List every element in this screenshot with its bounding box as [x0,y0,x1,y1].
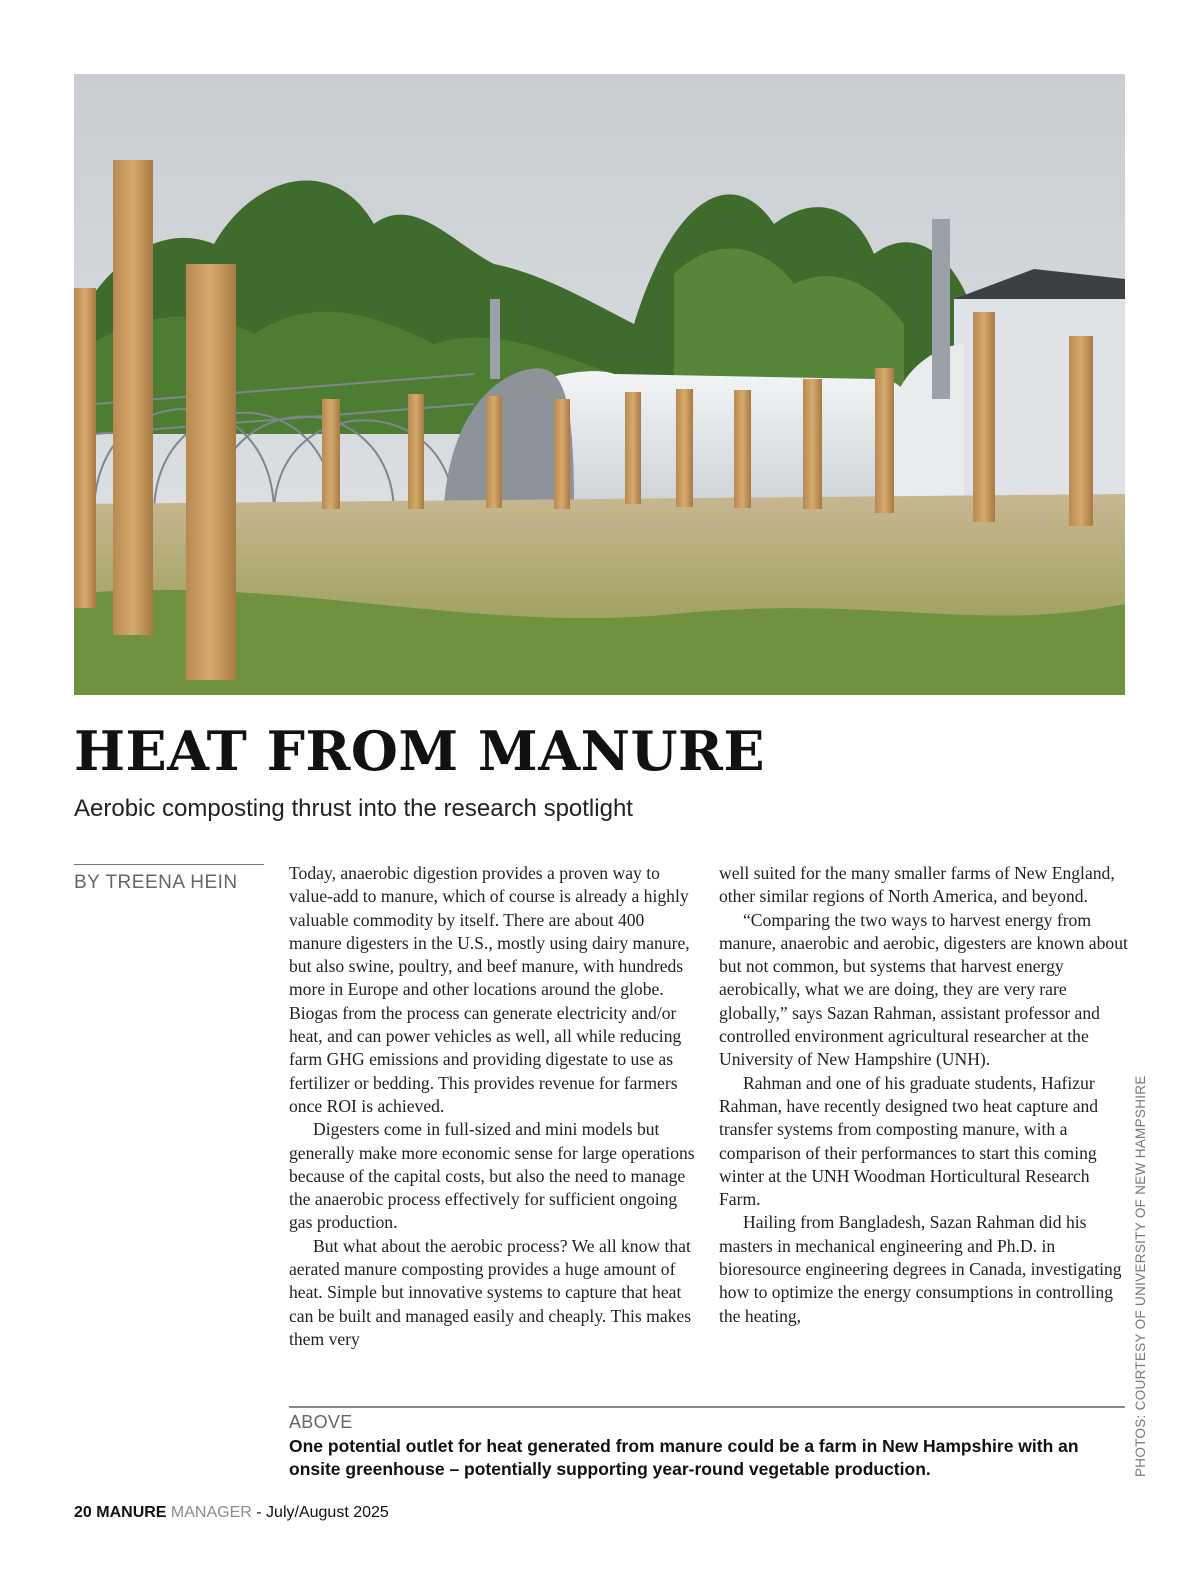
paragraph: Hailing from Bangladesh, Sazan Rahman did his masters in mechanical engineering and Ph.D. in bioresource engineering degrees in Canada, investigating how to optimize the energy consumptions in controlling the heating, [719,1212,1122,1326]
photo-credit: PHOTOS: COURTESY OF UNIVERSITY OF NEW HAMPSHIRE [1133,1075,1148,1477]
paragraph: Digesters come in full-sized and mini models but generally make more economic sense for large operations because of the capital costs, but also the need to manage the anaerobic process effectively for sufficient ongoing gas production. [289,1119,695,1233]
paragraph: “Comparing the two ways to harvest energy from manure, anaerobic and aerobic, digesters are known about but not common, but systems that harvest energy aerobically, what we are doing, they are very rare globally,” says Sazan Rahman, assistant professor and controlled environment agricultural researcher at the University of New Hampshire (UNH). [719,909,1128,1070]
caption-rule [289,1406,1125,1408]
headline: HEAT FROM MANURE [74,719,766,783]
magazine-name-light [166,1504,251,1521]
caption-text: One potential outlet for heat generated from manure could be a farm in New Hampshire with an onsite greenhouse – potentially supporting year-round vegetable production. [289,1436,1079,1479]
paragraph: Rahman and one of his graduate students, Hafizur Rahman, have recently designed two heat capture and transfer systems from composting manure, with a comparison of their performances to start this coming winter at the UNH Woodman Horticultural Research Farm. [719,1072,1099,1210]
paragraph: Today, anaerobic digestion provides a proven way to value-add to manure, which of course is already a highly valuable commodity by itself. There are about 400 manure digesters in the U.S., mostly using dairy manure, but also swine, poultry, and beef manure, with hundreds more in Europe and other locations around the globe. Biogas from the process can generate electricity and/or heat, and can power vehicles as well, all while reducing farm GHG emissions and providing digestate to use as fertilizer or bedding. This provides revenue for farmers once ROI is achieved. [289,863,690,1116]
article-column-2 [719,862,1131,1328]
byline: BY TREENA HEIN [74,872,238,893]
subheadline: Aerobic composting thrust into the research spotlight [74,795,633,822]
magazine-name-bold: MANURE [96,1504,167,1521]
article-column-1 [289,862,701,1351]
caption-label: ABOVE [289,1412,353,1432]
hero-photo [74,74,1125,695]
magazine-name-light-text: MANAGER [170,1504,252,1521]
paragraph: well suited for the many smaller farms of New England, other similar regions of North America, and beyond. [719,863,1115,907]
issue-date: - July/August 2025 [256,1504,389,1521]
page-footer [74,1504,389,1522]
greenhouse-field-image [74,74,1125,695]
byline-rule [74,864,264,865]
paragraph: But what about the aerobic process? We all know that aerated manure composting provides a huge amount of heat. Simple but innovative systems to capture that heat can be built and managed easily and cheaply. This makes them very [289,1235,692,1349]
page-number: 20 [74,1504,92,1521]
